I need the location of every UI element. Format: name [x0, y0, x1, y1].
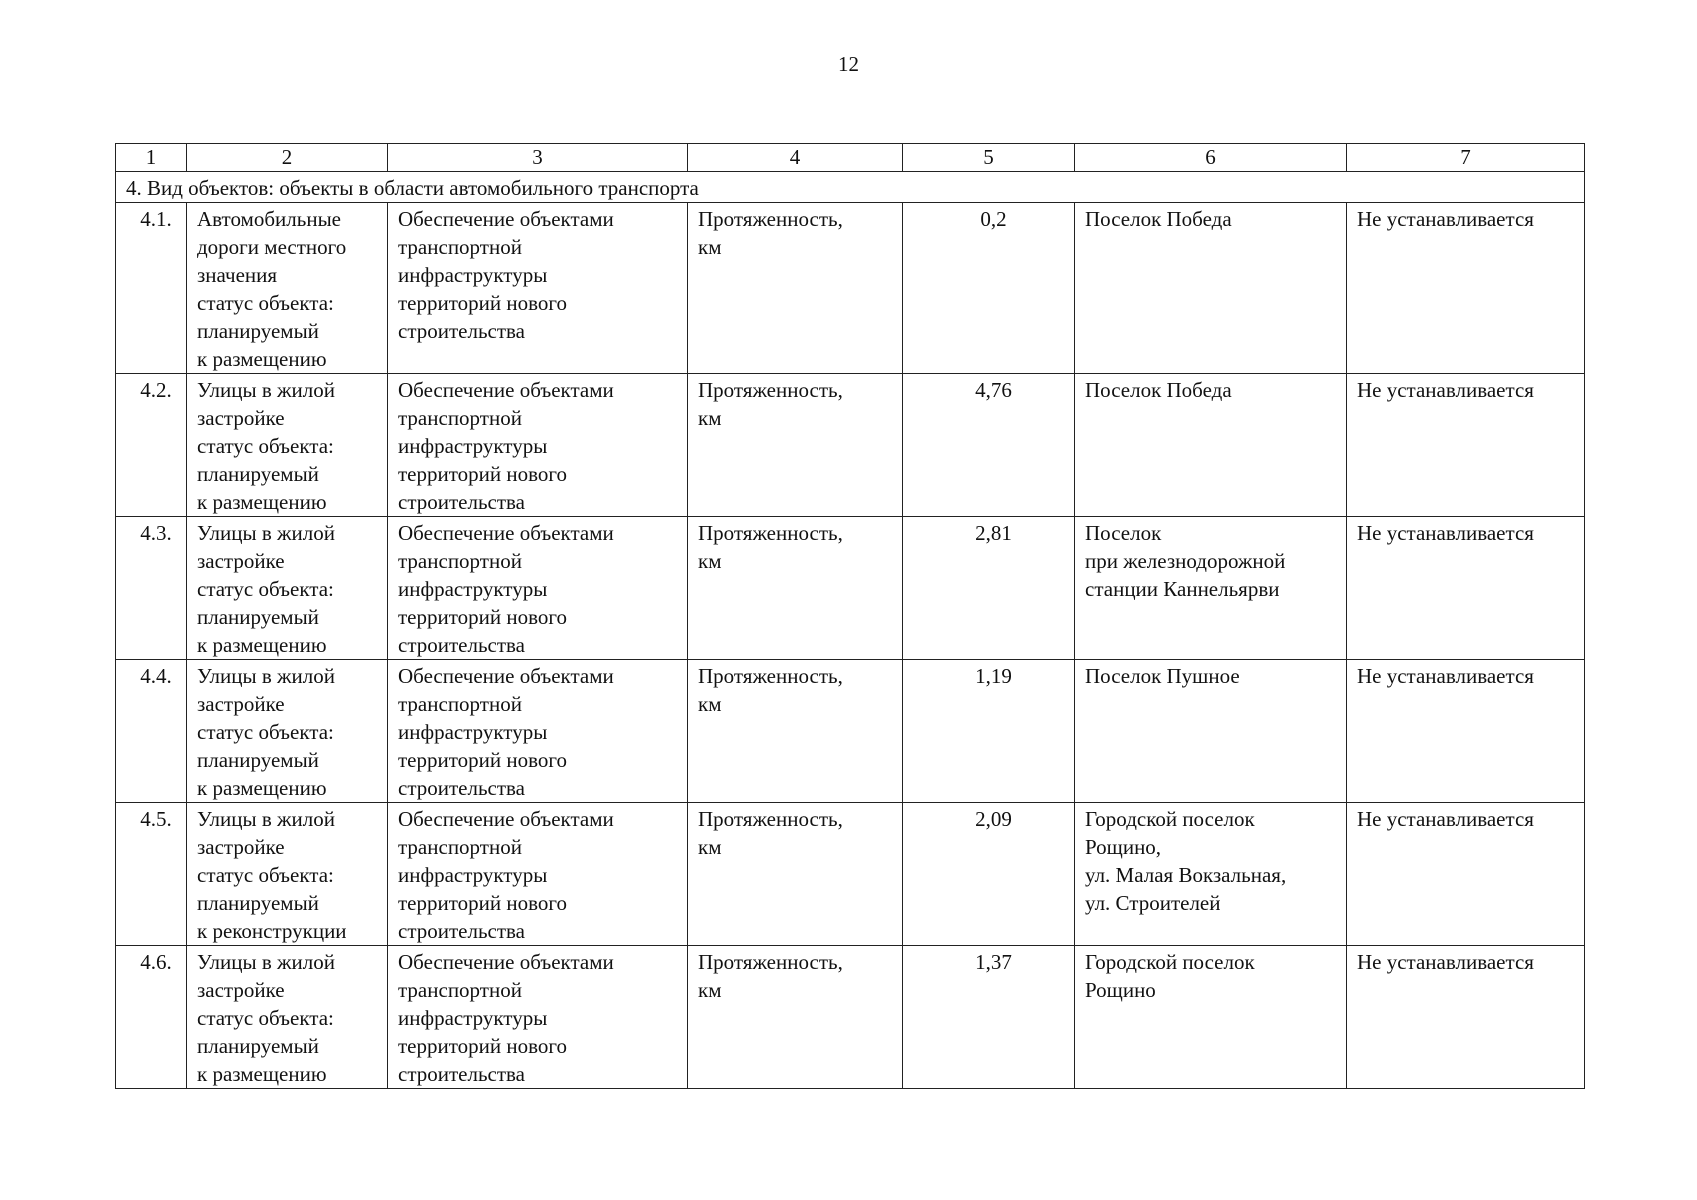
object-name: [187, 946, 388, 1089]
object-name-line: планируемый: [197, 1034, 319, 1058]
object-characteristic-line: км: [698, 978, 722, 1002]
object-name-line: застройке: [197, 978, 285, 1002]
object-characteristic: [688, 517, 903, 660]
object-location-line: Поселок Победа: [1085, 207, 1232, 231]
table-row: [116, 946, 1585, 1089]
object-name-line: планируемый: [197, 605, 319, 629]
object-name-line: к размещению: [197, 347, 327, 371]
object-characteristic-line: Протяженность,: [698, 521, 843, 545]
object-location-line: ул. Малая Вокзальная,: [1085, 863, 1287, 887]
object-purpose-line: территорий нового: [398, 1034, 567, 1058]
object-name-line: планируемый: [197, 891, 319, 915]
object-location-line: Городской поселок: [1085, 950, 1255, 974]
object-purpose-line: Обеспечение объектами: [398, 207, 614, 231]
row-number: 4.1.: [116, 203, 187, 374]
object-purpose-line: территорий нового: [398, 748, 567, 772]
object-name-line: Улицы в жилой: [197, 807, 335, 831]
object-name-line: Улицы в жилой: [197, 950, 335, 974]
row-number: 4.2.: [116, 374, 187, 517]
object-purpose-line: инфраструктуры: [398, 1006, 548, 1030]
header-cell: 2: [187, 144, 388, 172]
object-name-line: к размещению: [197, 490, 327, 514]
header-cell: 6: [1075, 144, 1347, 172]
object-name: [187, 517, 388, 660]
object-name: [187, 203, 388, 374]
object-name-line: застройке: [197, 406, 285, 430]
object-characteristic: [688, 374, 903, 517]
object-purpose-line: Обеспечение объектами: [398, 664, 614, 688]
object-purpose: [388, 374, 688, 517]
object-location-line: при железнодорожной: [1085, 549, 1286, 573]
object-name-line: застройке: [197, 549, 285, 573]
object-value: 2,09: [903, 803, 1075, 946]
object-purpose-line: инфраструктуры: [398, 720, 548, 744]
object-value: 1,37: [903, 946, 1075, 1089]
object-characteristic-line: Протяженность,: [698, 207, 843, 231]
object-purpose-line: инфраструктуры: [398, 863, 548, 887]
row-number: 4.6.: [116, 946, 187, 1089]
section-row: [116, 172, 1585, 203]
object-name-line: статус объекта:: [197, 434, 334, 458]
object-location-line: ул. Строителей: [1085, 891, 1221, 915]
object-name-line: статус объекта:: [197, 577, 334, 601]
page-number: 12: [838, 52, 859, 76]
object-name-line: статус объекта:: [197, 720, 334, 744]
object-location: [1075, 203, 1347, 374]
object-location-line: Поселок Пушное: [1085, 664, 1240, 688]
header-cell: 7: [1347, 144, 1585, 172]
object-purpose-line: строительства: [398, 319, 526, 343]
object-zone: Не устанавливается: [1347, 517, 1585, 660]
objects-table: [115, 143, 1585, 1089]
object-characteristic-line: км: [698, 235, 722, 259]
object-name: [187, 660, 388, 803]
object-value: 0,2: [903, 203, 1075, 374]
object-name: [187, 803, 388, 946]
object-location: [1075, 946, 1347, 1089]
object-name-line: Автомобильные: [197, 207, 341, 231]
object-purpose-line: Обеспечение объектами: [398, 521, 614, 545]
table-row: [116, 660, 1585, 803]
object-purpose-line: Обеспечение объектами: [398, 378, 614, 402]
object-characteristic-line: Протяженность,: [698, 378, 843, 402]
object-purpose-line: территорий нового: [398, 891, 567, 915]
object-name-line: Улицы в жилой: [197, 664, 335, 688]
object-purpose-line: транспортной: [398, 692, 522, 716]
object-name-line: статус объекта:: [197, 1006, 334, 1030]
header-cell: 1: [116, 144, 187, 172]
object-zone: Не устанавливается: [1347, 660, 1585, 803]
object-characteristic-line: км: [698, 549, 722, 573]
object-purpose-line: транспортной: [398, 406, 522, 430]
object-purpose-line: строительства: [398, 1062, 526, 1086]
object-purpose-line: строительства: [398, 919, 526, 943]
table-row: [116, 374, 1585, 517]
object-name-line: к реконструкции: [197, 919, 347, 943]
object-purpose: [388, 803, 688, 946]
object-purpose-line: инфраструктуры: [398, 434, 548, 458]
object-location-line: Поселок Победа: [1085, 378, 1232, 402]
object-location-line: Рощино: [1085, 978, 1156, 1002]
object-purpose-line: территорий нового: [398, 291, 567, 315]
object-value: 2,81: [903, 517, 1075, 660]
object-characteristic: [688, 660, 903, 803]
object-zone: Не устанавливается: [1347, 803, 1585, 946]
object-characteristic: [688, 203, 903, 374]
object-purpose-line: транспортной: [398, 235, 522, 259]
object-name-line: Улицы в жилой: [197, 521, 335, 545]
object-name-line: к размещению: [197, 1062, 327, 1086]
row-number: 4.4.: [116, 660, 187, 803]
object-purpose: [388, 660, 688, 803]
object-location: [1075, 803, 1347, 946]
object-location: [1075, 660, 1347, 803]
object-location-line: Поселок: [1085, 521, 1162, 545]
object-location: [1075, 517, 1347, 660]
header-cell: 3: [388, 144, 688, 172]
object-purpose: [388, 517, 688, 660]
object-name-line: статус объекта:: [197, 291, 334, 315]
object-name-line: значения: [197, 263, 278, 287]
object-characteristic-line: Протяженность,: [698, 950, 843, 974]
object-characteristic-line: км: [698, 406, 722, 430]
object-purpose-line: Обеспечение объектами: [398, 950, 614, 974]
object-characteristic: [688, 803, 903, 946]
object-purpose-line: территорий нового: [398, 462, 567, 486]
object-name-line: Улицы в жилой: [197, 378, 335, 402]
table-row: [116, 517, 1585, 660]
object-name-line: планируемый: [197, 748, 319, 772]
object-purpose-line: транспортной: [398, 835, 522, 859]
row-number: 4.3.: [116, 517, 187, 660]
object-zone: Не устанавливается: [1347, 374, 1585, 517]
header-cell: 4: [688, 144, 903, 172]
table-header-row: [116, 144, 1585, 172]
row-number: 4.5.: [116, 803, 187, 946]
object-characteristic: [688, 946, 903, 1089]
object-purpose-line: инфраструктуры: [398, 263, 548, 287]
header-cell: 5: [903, 144, 1075, 172]
object-name-line: дороги местного: [197, 235, 347, 259]
object-purpose-line: строительства: [398, 633, 526, 657]
object-location-line: Рощино,: [1085, 835, 1162, 859]
object-location-line: станции Каннельярви: [1085, 577, 1280, 601]
object-purpose-line: Обеспечение объектами: [398, 807, 614, 831]
object-purpose-line: транспортной: [398, 978, 522, 1002]
object-name-line: планируемый: [197, 319, 319, 343]
section-title: 4. Вид объектов: объекты в области автомобильного транспорта: [116, 172, 1585, 203]
object-purpose: [388, 203, 688, 374]
object-characteristic-line: км: [698, 692, 722, 716]
object-name-line: планируемый: [197, 462, 319, 486]
object-name-line: к размещению: [197, 633, 327, 657]
object-name-line: застройке: [197, 835, 285, 859]
object-name-line: статус объекта:: [197, 863, 334, 887]
object-purpose-line: строительства: [398, 490, 526, 514]
object-purpose-line: территорий нового: [398, 605, 567, 629]
object-purpose: [388, 946, 688, 1089]
object-value: 4,76: [903, 374, 1075, 517]
object-location-line: Городской поселок: [1085, 807, 1255, 831]
object-characteristic-line: Протяженность,: [698, 664, 843, 688]
object-name: [187, 374, 388, 517]
object-characteristic-line: Протяженность,: [698, 807, 843, 831]
object-purpose-line: строительства: [398, 776, 526, 800]
object-location: [1075, 374, 1347, 517]
table-row: [116, 203, 1585, 374]
object-characteristic-line: км: [698, 835, 722, 859]
object-zone: Не устанавливается: [1347, 203, 1585, 374]
object-purpose-line: инфраструктуры: [398, 577, 548, 601]
table-row: [116, 803, 1585, 946]
object-name-line: застройке: [197, 692, 285, 716]
object-value: 1,19: [903, 660, 1075, 803]
object-name-line: к размещению: [197, 776, 327, 800]
object-purpose-line: транспортной: [398, 549, 522, 573]
object-zone: Не устанавливается: [1347, 946, 1585, 1089]
